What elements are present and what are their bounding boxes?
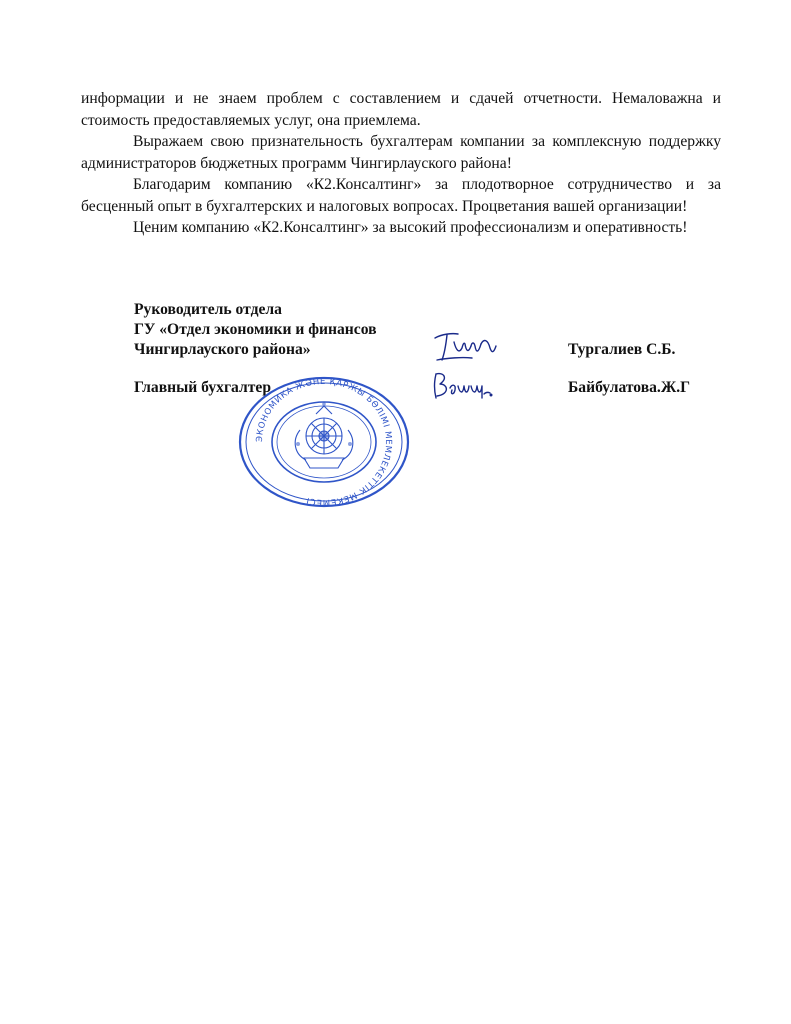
letter-body: [81, 88, 721, 239]
head-signature-icon: [432, 330, 498, 364]
stamp-ring-text: ЭКОНОМИКА ЖӘНЕ ҚАРЖЫ БӨЛІМІ МЕМЛЕКЕТТІК МЕКЕМЕСІ: [254, 376, 394, 508]
paragraph-2: Выражаем свою признательность бухгалтерам компании за комплексную поддержку администраторов бюджетных программ Чингирлауского района!: [81, 133, 721, 172]
head-title-line1: Руководитель отдела: [134, 301, 282, 318]
accountant-title: Главный бухгалтер: [134, 379, 271, 396]
head-title-line2: ГУ «Отдел экономики и финансов: [134, 321, 377, 338]
paragraph-4: Ценим компанию «К2.Консалтинг» за высокий профессионализм и оперативность!: [133, 219, 688, 236]
accountant-name: Байбулатова.Ж.Г: [568, 379, 691, 396]
head-name: Тургалиев С.Б.: [568, 341, 676, 358]
head-title-line3: Чингирлауского района»: [134, 341, 311, 358]
official-stamp-icon: [234, 374, 414, 510]
accountant-signature-icon: [430, 368, 494, 404]
paragraph-1: информации и не знаем проблем с составлением и сдачей отчетности. Немаловажна и стоимость предоставляемых услуг, она приемлема.: [81, 90, 721, 129]
paragraph-3: Благодарим компанию «К2.Консалтинг» за плодотворное сотрудничество и за бесценный опыт в бухгалтерских и налоговых вопросах. Процветания вашей организации!: [81, 176, 721, 215]
